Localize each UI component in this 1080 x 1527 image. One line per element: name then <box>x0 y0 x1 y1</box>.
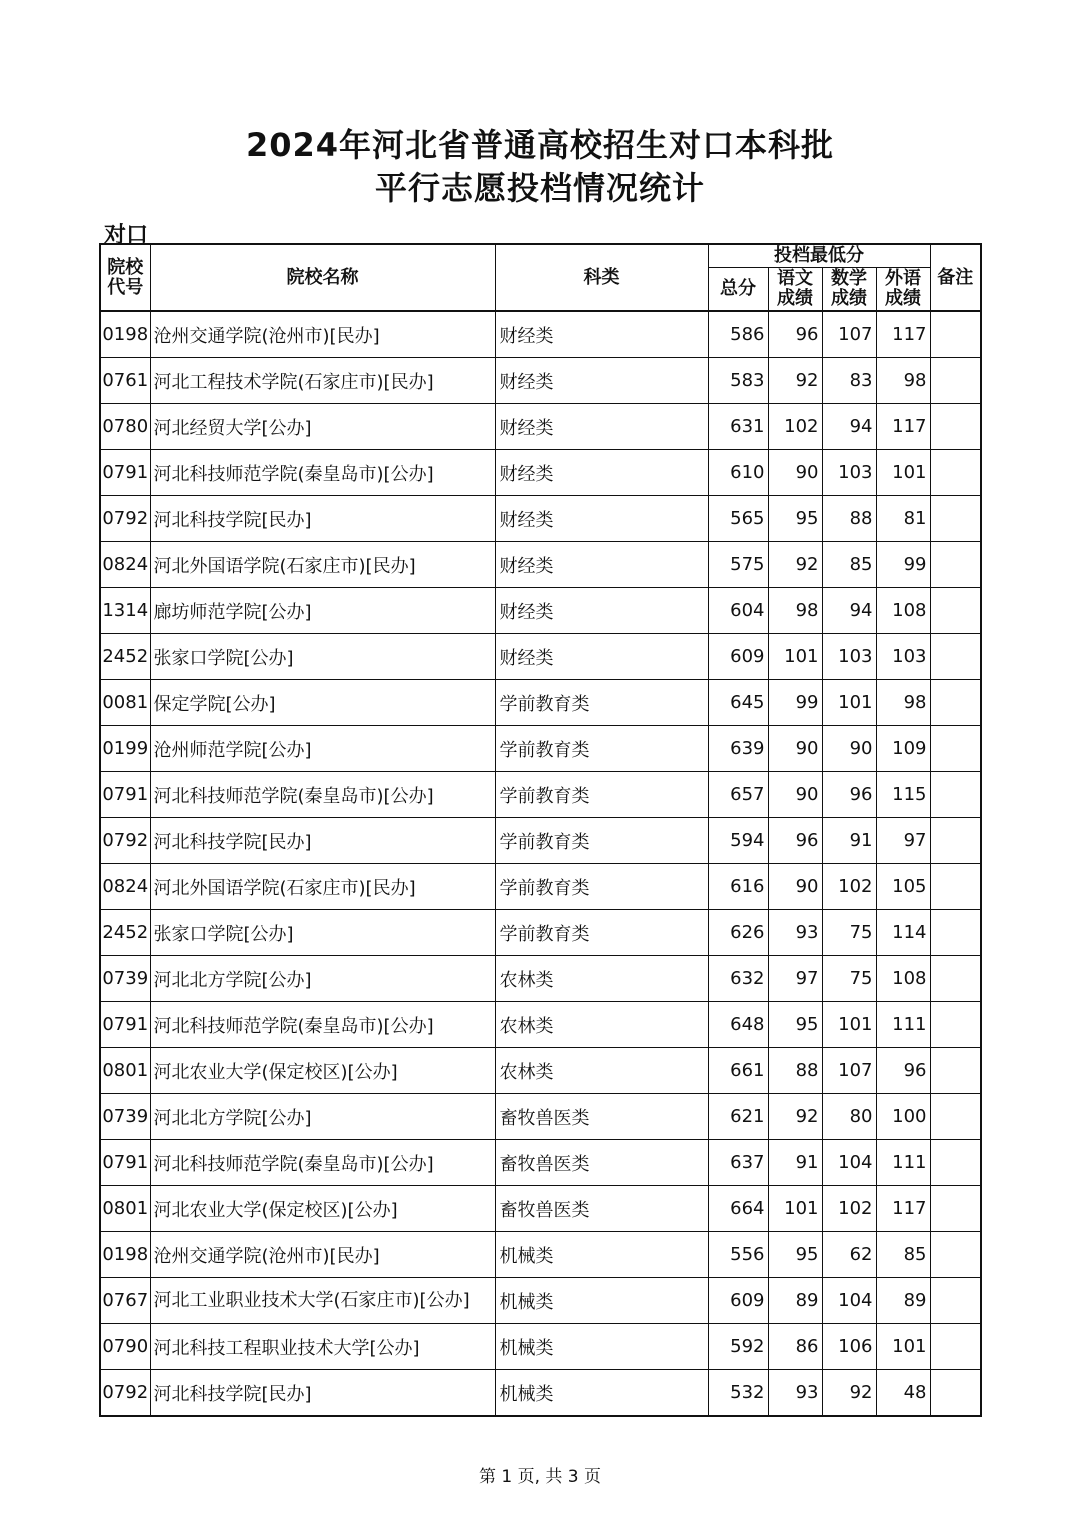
school-name-cell: 河北科技师范学院(秦皇岛市)[公办] <box>150 450 495 496</box>
school-name-cell: 河北科技工程职业技术大学[公办] <box>150 1324 495 1370</box>
english-score-cell: 117 <box>876 311 930 358</box>
table-row <box>100 634 981 680</box>
table-row <box>100 1002 981 1048</box>
school-code-cell: 0198 <box>100 311 150 358</box>
note-cell <box>930 1048 981 1094</box>
table-row <box>100 910 981 956</box>
chinese-score-cell: 96 <box>768 311 822 358</box>
math-score-cell: 91 <box>822 818 876 864</box>
major-category-cell: 财经类 <box>495 404 708 450</box>
math-score-cell: 90 <box>822 726 876 772</box>
table-row <box>100 956 981 1002</box>
english-score-cell: 85 <box>876 1232 930 1278</box>
note-cell <box>930 1324 981 1370</box>
table-row <box>100 404 981 450</box>
major-category-cell: 畜牧兽医类 <box>495 1140 708 1186</box>
chinese-score-cell: 90 <box>768 450 822 496</box>
school-code-cell: 0199 <box>100 726 150 772</box>
school-code-cell: 0761 <box>100 358 150 404</box>
chinese-score-cell: 95 <box>768 496 822 542</box>
school-code-cell: 0198 <box>100 1232 150 1278</box>
major-category-cell: 学前教育类 <box>495 772 708 818</box>
school-code-cell: 0739 <box>100 1094 150 1140</box>
english-score-cell: 81 <box>876 496 930 542</box>
school-name-cell: 河北经贸大学[公办] <box>150 404 495 450</box>
major-category-cell: 财经类 <box>495 588 708 634</box>
major-category-cell: 畜牧兽医类 <box>495 1186 708 1232</box>
total-score-cell: 532 <box>708 1370 768 1417</box>
page-title-line2: 平行志愿投档情况统计 <box>374 169 705 207</box>
math-score-cell: 94 <box>822 404 876 450</box>
english-score-cell: 96 <box>876 1048 930 1094</box>
table-row <box>100 864 981 910</box>
school-code-cell: 0824 <box>100 864 150 910</box>
school-name-cell: 张家口学院[公办] <box>150 634 495 680</box>
chinese-score-cell: 90 <box>768 864 822 910</box>
school-code-cell: 0791 <box>100 450 150 496</box>
header-note: 备注 <box>930 244 981 311</box>
major-category-cell: 财经类 <box>495 542 708 588</box>
total-score-cell: 609 <box>708 634 768 680</box>
school-name-cell: 沧州师范学院[公办] <box>150 726 495 772</box>
chinese-score-cell: 101 <box>768 1186 822 1232</box>
chinese-score-cell: 95 <box>768 1232 822 1278</box>
school-code-cell: 2452 <box>100 634 150 680</box>
chinese-score-cell: 102 <box>768 404 822 450</box>
english-score-cell: 48 <box>876 1370 930 1417</box>
school-name-cell: 河北科技师范学院(秦皇岛市)[公办] <box>150 1140 495 1186</box>
major-category-cell: 农林类 <box>495 956 708 1002</box>
major-category-cell: 学前教育类 <box>495 680 708 726</box>
school-code-cell: 0791 <box>100 1140 150 1186</box>
math-score-cell: 103 <box>822 634 876 680</box>
total-score-cell: 661 <box>708 1048 768 1094</box>
major-category-cell: 财经类 <box>495 358 708 404</box>
table-row <box>100 772 981 818</box>
math-score-cell: 83 <box>822 358 876 404</box>
note-cell <box>930 1094 981 1140</box>
major-category-cell: 机械类 <box>495 1324 708 1370</box>
major-category-cell: 财经类 <box>495 496 708 542</box>
major-category-cell: 畜牧兽医类 <box>495 1094 708 1140</box>
note-cell <box>930 956 981 1002</box>
table-row <box>100 588 981 634</box>
chinese-score-cell: 86 <box>768 1324 822 1370</box>
table-row <box>100 680 981 726</box>
note-cell <box>930 588 981 634</box>
school-name-cell: 河北工程技术学院(石家庄市)[民办] <box>150 358 495 404</box>
major-category-cell: 机械类 <box>495 1370 708 1417</box>
table-row <box>100 358 981 404</box>
total-score-cell: 583 <box>708 358 768 404</box>
chinese-score-cell: 92 <box>768 358 822 404</box>
total-score-cell: 556 <box>708 1232 768 1278</box>
school-name-cell: 沧州交通学院(沧州市)[民办] <box>150 1232 495 1278</box>
school-code-cell: 0824 <box>100 542 150 588</box>
note-cell <box>930 496 981 542</box>
major-category-cell: 学前教育类 <box>495 818 708 864</box>
table-row <box>100 1186 981 1232</box>
school-code-cell: 0792 <box>100 496 150 542</box>
math-score-cell: 80 <box>822 1094 876 1140</box>
math-score-cell: 101 <box>822 680 876 726</box>
school-code-cell: 0792 <box>100 1370 150 1417</box>
english-score-cell: 117 <box>876 404 930 450</box>
table-row <box>100 1048 981 1094</box>
total-score-cell: 610 <box>708 450 768 496</box>
english-score-cell: 111 <box>876 1002 930 1048</box>
note-cell <box>930 1232 981 1278</box>
english-score-cell: 117 <box>876 1186 930 1232</box>
math-score-cell: 85 <box>822 542 876 588</box>
english-score-cell: 101 <box>876 450 930 496</box>
note-cell <box>930 404 981 450</box>
table-row <box>100 542 981 588</box>
major-category-cell: 财经类 <box>495 634 708 680</box>
math-score-cell: 75 <box>822 956 876 1002</box>
total-score-cell: 621 <box>708 1094 768 1140</box>
table-row <box>100 1278 981 1324</box>
header-min-score-group: 投档最低分 <box>708 244 930 267</box>
major-category-cell: 机械类 <box>495 1278 708 1324</box>
chinese-score-cell: 99 <box>768 680 822 726</box>
math-score-cell: 107 <box>822 1048 876 1094</box>
total-score-cell: 648 <box>708 1002 768 1048</box>
school-code-cell: 0790 <box>100 1324 150 1370</box>
english-score-cell: 108 <box>876 588 930 634</box>
table-row <box>100 726 981 772</box>
school-name-cell: 河北外国语学院(石家庄市)[民办] <box>150 864 495 910</box>
table-row <box>100 1140 981 1186</box>
note-cell <box>930 542 981 588</box>
note-cell <box>930 1278 981 1324</box>
major-category-cell: 财经类 <box>495 450 708 496</box>
table-row <box>100 1232 981 1278</box>
note-cell <box>930 680 981 726</box>
header-english: 外语成绩 <box>876 267 930 311</box>
total-score-cell: 586 <box>708 311 768 358</box>
header-math: 数学成绩 <box>822 267 876 311</box>
school-name-cell: 张家口学院[公办] <box>150 910 495 956</box>
english-score-cell: 97 <box>876 818 930 864</box>
math-score-cell: 107 <box>822 311 876 358</box>
total-score-cell: 616 <box>708 864 768 910</box>
school-code-cell: 0767 <box>100 1278 150 1324</box>
header-major: 科类 <box>495 244 708 311</box>
total-score-cell: 592 <box>708 1324 768 1370</box>
english-score-cell: 115 <box>876 772 930 818</box>
school-code-cell: 0739 <box>100 956 150 1002</box>
school-name-cell: 河北农业大学(保定校区)[公办] <box>150 1048 495 1094</box>
math-score-cell: 62 <box>822 1232 876 1278</box>
english-score-cell: 103 <box>876 634 930 680</box>
table-row <box>100 311 981 358</box>
math-score-cell: 103 <box>822 450 876 496</box>
english-score-cell: 105 <box>876 864 930 910</box>
school-name-cell: 河北科技师范学院(秦皇岛市)[公办] <box>150 772 495 818</box>
english-score-cell: 111 <box>876 1140 930 1186</box>
note-cell <box>930 726 981 772</box>
chinese-score-cell: 101 <box>768 634 822 680</box>
school-name-cell: 河北工业职业技术大学(石家庄市)[公办] <box>150 1278 495 1324</box>
table-row <box>100 1324 981 1370</box>
math-score-cell: 102 <box>822 864 876 910</box>
major-category-cell: 学前教育类 <box>495 726 708 772</box>
page-footer: 第 1 页, 共 3 页 <box>478 1467 602 1487</box>
note-cell <box>930 634 981 680</box>
english-score-cell: 114 <box>876 910 930 956</box>
section-label: 对口 <box>104 223 149 248</box>
math-score-cell: 106 <box>822 1324 876 1370</box>
note-cell <box>930 450 981 496</box>
total-score-cell: 645 <box>708 680 768 726</box>
total-score-cell: 631 <box>708 404 768 450</box>
total-score-cell: 657 <box>708 772 768 818</box>
english-score-cell: 108 <box>876 956 930 1002</box>
note-cell <box>930 772 981 818</box>
table-header <box>100 244 981 311</box>
table-row <box>100 818 981 864</box>
english-score-cell: 98 <box>876 680 930 726</box>
total-score-cell: 609 <box>708 1278 768 1324</box>
table-row <box>100 450 981 496</box>
header-name: 院校名称 <box>150 244 495 311</box>
total-score-cell: 664 <box>708 1186 768 1232</box>
total-score-cell: 637 <box>708 1140 768 1186</box>
total-score-cell: 594 <box>708 818 768 864</box>
major-category-cell: 学前教育类 <box>495 910 708 956</box>
school-code-cell: 0801 <box>100 1048 150 1094</box>
school-code-cell: 0792 <box>100 818 150 864</box>
total-score-cell: 604 <box>708 588 768 634</box>
school-code-cell: 2452 <box>100 910 150 956</box>
school-name-cell: 河北外国语学院(石家庄市)[民办] <box>150 542 495 588</box>
chinese-score-cell: 90 <box>768 726 822 772</box>
chinese-score-cell: 90 <box>768 772 822 818</box>
math-score-cell: 101 <box>822 1002 876 1048</box>
chinese-score-cell: 89 <box>768 1278 822 1324</box>
english-score-cell: 101 <box>876 1324 930 1370</box>
chinese-score-cell: 96 <box>768 818 822 864</box>
note-cell <box>930 1186 981 1232</box>
school-code-cell: 0780 <box>100 404 150 450</box>
major-category-cell: 机械类 <box>495 1232 708 1278</box>
header-total: 总分 <box>708 267 768 311</box>
chinese-score-cell: 92 <box>768 542 822 588</box>
header-chinese: 语文成绩 <box>768 267 822 311</box>
major-category-cell: 农林类 <box>495 1048 708 1094</box>
math-score-cell: 104 <box>822 1140 876 1186</box>
total-score-cell: 565 <box>708 496 768 542</box>
english-score-cell: 89 <box>876 1278 930 1324</box>
chinese-score-cell: 98 <box>768 588 822 634</box>
school-name-cell: 沧州交通学院(沧州市)[民办] <box>150 311 495 358</box>
math-score-cell: 96 <box>822 772 876 818</box>
major-category-cell: 财经类 <box>495 311 708 358</box>
math-score-cell: 104 <box>822 1278 876 1324</box>
school-name-cell: 保定学院[公办] <box>150 680 495 726</box>
total-score-cell: 575 <box>708 542 768 588</box>
chinese-score-cell: 92 <box>768 1094 822 1140</box>
school-code-cell: 1314 <box>100 588 150 634</box>
total-score-cell: 632 <box>708 956 768 1002</box>
note-cell <box>930 1140 981 1186</box>
school-name-cell: 河北科技师范学院(秦皇岛市)[公办] <box>150 1002 495 1048</box>
note-cell <box>930 358 981 404</box>
chinese-score-cell: 93 <box>768 1370 822 1417</box>
table-row <box>100 1094 981 1140</box>
major-category-cell: 学前教育类 <box>495 864 708 910</box>
note-cell <box>930 1002 981 1048</box>
chinese-score-cell: 88 <box>768 1048 822 1094</box>
english-score-cell: 100 <box>876 1094 930 1140</box>
chinese-score-cell: 91 <box>768 1140 822 1186</box>
english-score-cell: 98 <box>876 358 930 404</box>
school-name-cell: 河北农业大学(保定校区)[公办] <box>150 1186 495 1232</box>
note-cell <box>930 818 981 864</box>
chinese-score-cell: 93 <box>768 910 822 956</box>
english-score-cell: 109 <box>876 726 930 772</box>
school-code-cell: 0081 <box>100 680 150 726</box>
school-name-cell: 廊坊师范学院[公办] <box>150 588 495 634</box>
school-name-cell: 河北科技学院[民办] <box>150 1370 495 1417</box>
math-score-cell: 94 <box>822 588 876 634</box>
total-score-cell: 626 <box>708 910 768 956</box>
note-cell <box>930 864 981 910</box>
major-category-cell: 农林类 <box>495 1002 708 1048</box>
school-name-cell: 河北北方学院[公办] <box>150 956 495 1002</box>
table-row <box>100 496 981 542</box>
admission-table <box>99 243 982 1417</box>
school-code-cell: 0791 <box>100 1002 150 1048</box>
table-body <box>100 311 981 1416</box>
school-name-cell: 河北科技学院[民办] <box>150 818 495 864</box>
math-score-cell: 88 <box>822 496 876 542</box>
header-code: 院校代号 <box>100 244 150 311</box>
school-name-cell: 河北北方学院[公办] <box>150 1094 495 1140</box>
math-score-cell: 92 <box>822 1370 876 1417</box>
school-code-cell: 0801 <box>100 1186 150 1232</box>
note-cell <box>930 1370 981 1417</box>
note-cell <box>930 311 981 358</box>
table-row <box>100 1370 981 1417</box>
school-code-cell: 0791 <box>100 772 150 818</box>
english-score-cell: 99 <box>876 542 930 588</box>
total-score-cell: 639 <box>708 726 768 772</box>
note-cell <box>930 910 981 956</box>
chinese-score-cell: 95 <box>768 1002 822 1048</box>
page-title-line1: 2024年河北省普通高校招生对口本科批 <box>245 126 835 164</box>
chinese-score-cell: 97 <box>768 956 822 1002</box>
math-score-cell: 75 <box>822 910 876 956</box>
math-score-cell: 102 <box>822 1186 876 1232</box>
school-name-cell: 河北科技学院[民办] <box>150 496 495 542</box>
